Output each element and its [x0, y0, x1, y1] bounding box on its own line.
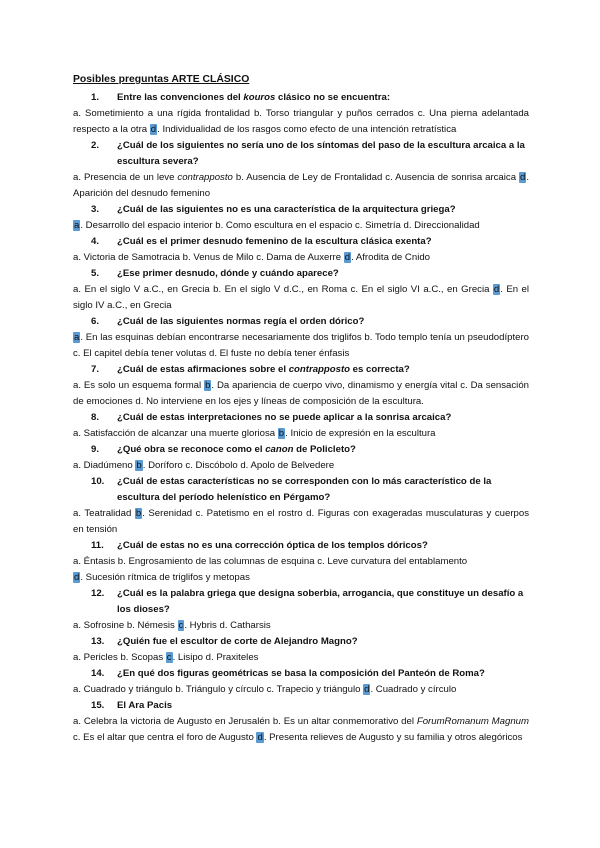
question-9	[73, 442, 529, 458]
question-text	[117, 266, 529, 282]
italic-term: contrapposto	[288, 364, 350, 375]
answer-options-15	[73, 714, 529, 746]
text-segment: . Individualidad de los rasgos como efecto de una intención retratística	[157, 124, 457, 135]
question-text	[117, 362, 529, 378]
highlighted-answer-letter: d	[344, 252, 351, 263]
italic-term: ForumRomanum Magnum	[416, 716, 529, 727]
text-segment: . Desarrollo del espacio interior b. Como escultura en el espacio c. Simetría d. Direccionalidad	[80, 220, 480, 231]
question-text	[117, 138, 529, 170]
question-text	[117, 410, 529, 426]
question-number: 8.	[91, 412, 100, 423]
question-number: 13.	[91, 636, 105, 647]
text-segment: a. Es solo un esquema formal	[73, 380, 205, 391]
text-segment: ¿Cuál es la palabra griega que designa soberbia, arrogancia, que constituye un desafío a los dioses?	[117, 588, 524, 615]
answer-options-12	[73, 618, 529, 634]
text-segment: ¿Cuál es el primer desnudo femenino de la escultura clásica exenta?	[117, 236, 432, 247]
question-3	[73, 202, 529, 218]
highlighted-answer-letter: d	[74, 572, 80, 583]
text-segment: ¿Cuál de las siguientes no es una característica de la arquitectura griega?	[117, 204, 456, 215]
question-text	[117, 234, 529, 250]
text-segment: . Lisipo d. Praxiteles	[172, 652, 259, 663]
text-segment: a. Sometimiento a una rígida frontalidad b. Torso triangular y puños cerrados c. Una pierna adelantada respecto a la otra	[73, 108, 529, 135]
text-segment: ¿Cuál de estas interpretaciones no se puede aplicar a la sonrisa arcaica?	[117, 412, 452, 423]
text-segment: a. Celebra la victoria de Augusto en Jerusalén b. Es un altar conmemorativo del	[73, 716, 417, 727]
question-10	[73, 474, 529, 506]
question-text	[117, 698, 529, 714]
text-segment: ¿Cuál de estas afirmaciones sobre el	[117, 364, 289, 375]
text-segment: ¿Qué obra se reconoce como el	[117, 444, 266, 455]
text-segment: . Afrodita de Cnido	[351, 252, 430, 263]
text-segment: . Doríforo c. Discóbolo d. Apolo de Belvedere	[142, 460, 335, 471]
answer-options-13	[73, 650, 529, 666]
text-segment: . Sucesión rítmica de triglifos y metopas	[80, 572, 250, 583]
question-1	[73, 90, 529, 106]
text-segment: . Serenidad c. Patetismo en el rostro d. Figuras con exageradas musculaturas y cuerpos en tensión	[73, 508, 529, 535]
question-number: 3.	[91, 204, 100, 215]
question-5	[73, 266, 529, 282]
answer-options-14	[73, 682, 529, 698]
text-segment: de Policleto?	[293, 444, 356, 455]
text-segment: . Da apariencia de cuerpo vivo, dinamismo y energía vital c. Da sensación de emociones d. No interviene en los ejes y líneas de composición de la escultura.	[73, 380, 529, 407]
answer-options-3	[73, 218, 529, 234]
text-segment: ¿En qué dos figuras geométricas se basa la composición del Panteón de Roma?	[117, 668, 485, 679]
text-segment: clásico no se encuentra:	[275, 92, 391, 103]
question-number: 4.	[91, 236, 100, 247]
text-segment: a. Pericles b. Scopas	[73, 652, 166, 663]
question-text	[117, 474, 529, 506]
question-number: 14.	[91, 668, 105, 679]
text-segment: . Presenta relieves de Augusto y su familia y otros alegóricos	[263, 732, 523, 743]
text-segment: b. Ausencia de Ley de Frontalidad c. Ausencia de sonrisa arcaica	[232, 172, 519, 183]
text-segment: ¿Cuál de las siguientes normas regía el orden dórico?	[117, 316, 365, 327]
highlighted-answer-letter: a	[74, 332, 80, 343]
question-number: 11.	[91, 540, 104, 551]
text-segment: a. Satisfacción de alcanzar una muerte gloriosa	[73, 428, 278, 439]
highlighted-answer-letter: a	[74, 220, 80, 231]
text-segment: a. Sofrosine b. Némesis	[73, 620, 178, 631]
text-segment: El Ara Pacis	[117, 700, 173, 711]
question-8	[73, 410, 529, 426]
question-text	[117, 442, 529, 458]
answer-options-1	[73, 106, 529, 138]
question-number: 1.	[91, 92, 100, 103]
highlighted-answer-letter: d	[150, 124, 157, 135]
answer-options-10	[73, 506, 529, 538]
text-segment: . Inicio de expresión en la escultura	[285, 428, 436, 439]
question-13	[73, 634, 529, 650]
question-text	[117, 586, 529, 618]
highlighted-answer-letter: d	[493, 284, 500, 295]
answer-options-7	[73, 378, 529, 410]
question-12	[73, 586, 529, 618]
answer-options-11	[73, 554, 529, 586]
question-number: 10.	[91, 476, 105, 487]
document-title: Posibles preguntas ARTE CLÁSICO	[73, 74, 250, 85]
text-segment: ¿Cuál de estas no es una corrección óptica de los templos dóricos?	[117, 540, 428, 551]
text-segment: Entre las convenciones del	[117, 92, 244, 103]
question-14	[73, 666, 529, 682]
question-number: 7.	[91, 364, 100, 375]
question-text	[117, 202, 529, 218]
highlighted-answer-letter: b	[278, 428, 285, 439]
text-segment: ¿Cuál de los siguientes no sería uno de los síntomas del paso de la escultura arcaica a la escultura severa?	[117, 140, 525, 167]
answer-options-5	[73, 282, 529, 314]
question-number: 5.	[91, 268, 100, 279]
answer-options-8	[73, 426, 529, 442]
highlighted-answer-letter: d	[364, 684, 370, 695]
highlighted-answer-letter: b	[135, 508, 142, 519]
question-number: 6.	[91, 316, 100, 327]
question-text	[117, 634, 529, 650]
question-text	[117, 314, 529, 330]
answer-options-9	[73, 458, 529, 474]
text-segment: . En el siglo IV a.C., en Grecia	[73, 284, 529, 311]
highlighted-answer-letter: c	[166, 652, 172, 663]
question-number: 9.	[91, 444, 100, 455]
text-segment: a. Teatralidad	[73, 508, 135, 519]
italic-term: kouros	[243, 92, 276, 103]
text-segment: c. Es el altar que centra el foro de Augusto	[73, 732, 257, 743]
question-text	[117, 538, 529, 554]
answer-options-4	[73, 250, 529, 266]
answer-options-6	[73, 330, 529, 362]
text-segment: a. Presencia de un leve	[73, 172, 178, 183]
highlighted-answer-letter: b	[205, 380, 211, 391]
document-page	[73, 72, 529, 746]
text-segment: a. Éntasis b. Engrosamiento de las columnas de esquina c. Leve curvatura del entablamento	[73, 556, 468, 567]
italic-term: contrapposto	[177, 172, 233, 183]
question-7	[73, 362, 529, 378]
text-segment: . Cuadrado y círculo	[370, 684, 457, 695]
highlighted-answer-letter: d	[257, 732, 263, 743]
question-number: 12.	[91, 588, 105, 599]
question-11	[73, 538, 529, 554]
text-segment: . En las esquinas debían encontrarse necesariamente dos triglifos b. Todo templo tenía un pseudodíptero c. El capitel debía tener volutas d. El fuste no debía tener énfasis	[73, 332, 529, 359]
text-segment: a. Diadúmeno	[73, 460, 136, 471]
text-segment: ¿Quién fue el escultor de corte de Alejandro Magno?	[117, 636, 358, 647]
answer-options-2	[73, 170, 529, 202]
question-number: 15.	[91, 700, 105, 711]
question-15	[73, 698, 529, 714]
question-list	[73, 90, 529, 746]
question-2	[73, 138, 529, 170]
question-text	[117, 666, 529, 682]
text-segment: . Aparición del desnudo femenino	[73, 172, 530, 199]
question-6	[73, 314, 529, 330]
text-segment: ¿Cuál de estas características no se corresponden con lo más característico de la escultura del período helenístico en Pérgamo?	[117, 476, 492, 503]
text-segment: . Hybris d. Catharsis	[184, 620, 271, 631]
question-number: 2.	[91, 140, 100, 151]
highlighted-answer-letter: b	[136, 460, 142, 471]
question-text	[117, 90, 529, 106]
italic-term: canon	[265, 444, 294, 455]
highlighted-answer-letter: d	[520, 172, 526, 183]
highlighted-answer-letter: c	[178, 620, 184, 631]
text-segment: ¿Ese primer desnudo, dónde y cuándo aparece?	[117, 268, 339, 279]
question-4	[73, 234, 529, 250]
text-segment: es correcta?	[350, 364, 410, 375]
text-segment: a. Cuadrado y triángulo b. Triángulo y círculo c. Trapecio y triángulo	[73, 684, 364, 695]
text-segment: a. Victoria de Samotracia b. Venus de Milo c. Dama de Auxerre	[73, 252, 344, 263]
text-segment: a. En el siglo V a.C., en Grecia b. En el siglo V d.C., en Roma c. En el siglo VI a.C., en Grecia	[73, 284, 493, 295]
